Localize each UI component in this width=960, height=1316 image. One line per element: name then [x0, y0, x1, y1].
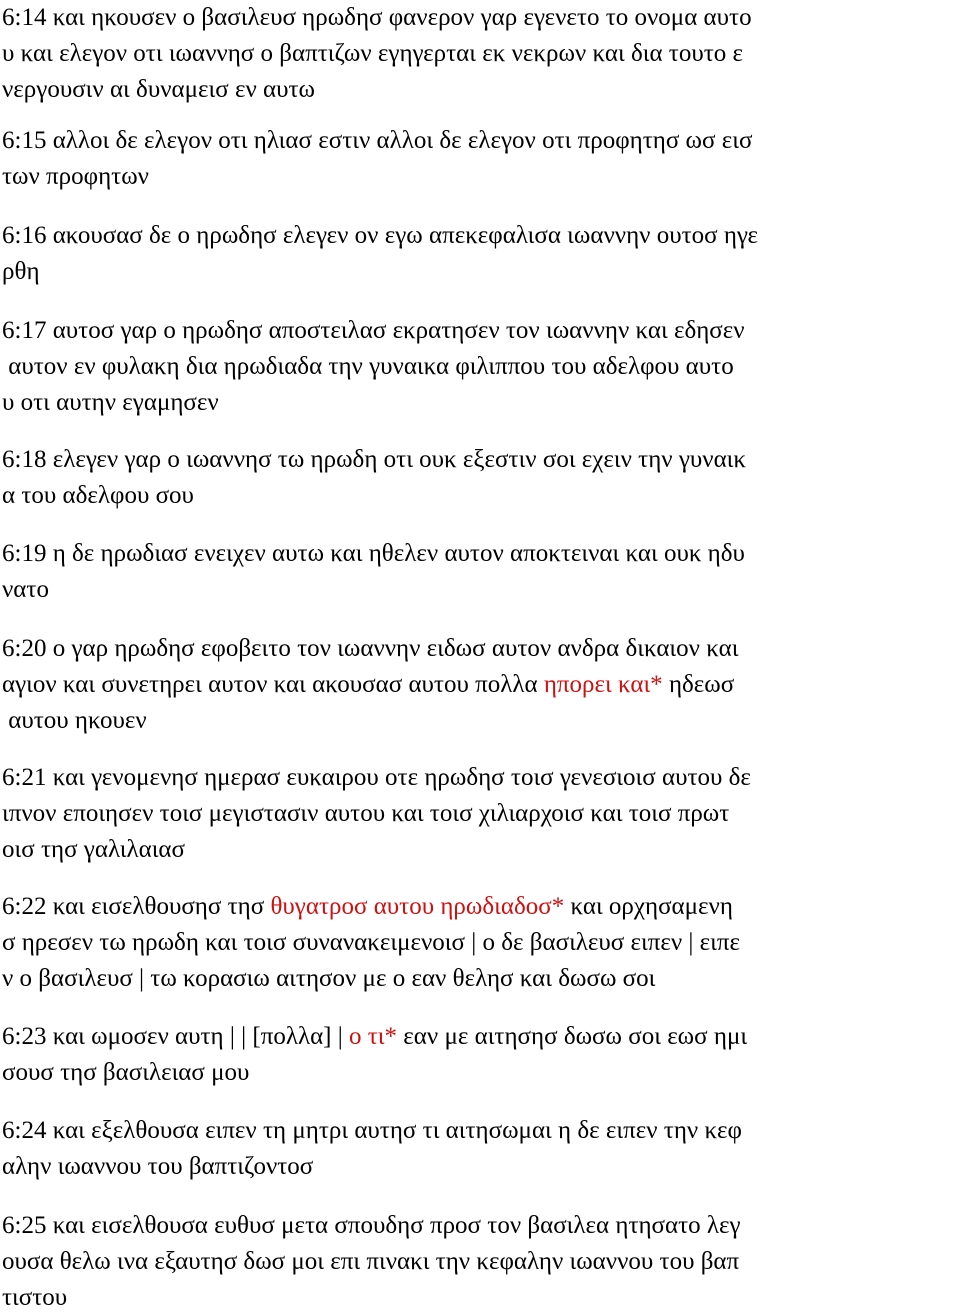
- verse-text: ιπνον εποιησεν τοισ μεγιστασιν αυτου και τοισ χιλιαρχοισ και τοισ πρωτ: [2, 800, 730, 827]
- verse-line: [2, 760, 960, 796]
- highlighted-text: ηπορει και*: [543, 671, 663, 698]
- verse-line: [2, 1019, 960, 1055]
- verse-line: [2, 889, 960, 925]
- highlighted-text: θυγατροσ αυτου ηρωδιαδοσ*: [270, 893, 565, 920]
- verse-line: [2, 703, 960, 739]
- verse-line: [2, 254, 960, 290]
- verse-line: [2, 72, 960, 108]
- verse-line: [2, 572, 960, 608]
- verse-text: ν ο βασιλευσ | τω κορασιω αιτησον με ο εαν θελησ και δωσω σοι: [2, 965, 656, 992]
- verse-line: [2, 961, 960, 997]
- verse-text: 6:14 και ηκουσεν ο βασιλευσ ηρωδησ φανερον γαρ εγενετο το ονομα αυτο: [2, 4, 752, 31]
- verse-line: [2, 667, 960, 703]
- verse-line: [2, 36, 960, 72]
- verse-line: [2, 159, 960, 195]
- verse-text: αγιον και συνετηρει αυτον και ακουσασ αυτου πολλα: [2, 671, 544, 698]
- verse-text: ηδεωσ: [662, 671, 735, 698]
- verse-text: αλην ιωαννου του βαπτιζοντοσ: [2, 1153, 314, 1180]
- verse-6-15: [2, 123, 960, 195]
- verse-line: [2, 796, 960, 832]
- verse-6-16: [2, 218, 960, 290]
- verse-line: [2, 0, 960, 36]
- verse-text: νεργουσιν αι δυναμεισ εν αυτω: [2, 76, 315, 103]
- verse-text: υ οτι αυτην εγαμησεν: [2, 389, 219, 416]
- verse-line: [2, 1280, 960, 1316]
- verse-line: [2, 385, 960, 421]
- verse-line: [2, 832, 960, 868]
- verse-text: α του αδελφου σου: [2, 482, 194, 509]
- verse-text: 6:17 αυτοσ γαρ ο ηρωδησ αποστειλασ εκρατησεν τον ιωαννην και εδησεν: [2, 317, 745, 344]
- verse-text: σ ηρεσεν τω ηρωδη και τοισ συνανακειμενοισ | ο δε βασιλευσ ειπεν | ειπε: [2, 929, 741, 956]
- verse-6-21: [2, 760, 960, 868]
- verse-6-18: [2, 442, 960, 514]
- verse-line: [2, 478, 960, 514]
- verse-text: τιστου: [2, 1284, 68, 1311]
- verse-6-23: [2, 1019, 960, 1091]
- verse-6-22: [2, 889, 960, 997]
- verse-line: [2, 925, 960, 961]
- verse-line: [2, 631, 960, 667]
- verse-text: 6:24 και εξελθουσα ειπεν τη μητρι αυτησ τι αιτησωμαι η δε ειπεν την κεφ: [2, 1117, 742, 1144]
- verse-text: 6:20 ο γαρ ηρωδησ εφοβειτο τον ιωαννην ειδωσ αυτον ανδρα δικαιον και: [2, 635, 739, 662]
- verse-line: [2, 123, 960, 159]
- verse-6-25: [2, 1208, 960, 1316]
- verse-6-14: [2, 0, 960, 108]
- verse-text: 6:25 και εισελθουσα ευθυσ μετα σπουδησ προσ τον βασιλεα ητησατο λεγ: [2, 1212, 741, 1239]
- verse-6-20: [2, 631, 960, 739]
- verse-line: [2, 218, 960, 254]
- verse-line: [2, 1055, 960, 1091]
- verse-text: νατο: [2, 576, 49, 603]
- verse-text: εαν με αιτησησ δωσω σοι εωσ ημι: [397, 1023, 748, 1050]
- verse-text: των προφητων: [2, 163, 149, 190]
- verse-6-24: [2, 1113, 960, 1185]
- verse-text: αυτου ηκουεν: [2, 707, 147, 734]
- verse-text: 6:21 και γενομενησ ημερασ ευκαιρου οτε ηρωδησ τοισ γενεσιοισ αυτου δε: [2, 764, 751, 791]
- verse-6-17: [2, 313, 960, 421]
- verse-text: 6:15 αλλοι δε ελεγον οτι ηλιασ εστιν αλλοι δε ελεγον οτι προφητησ ωσ εισ: [2, 127, 753, 154]
- verse-text: 6:19 η δε ηρωδιασ ενειχεν αυτω και ηθελεν αυτον αποκτειναι και ουκ ηδυ: [2, 540, 745, 567]
- verse-line: [2, 442, 960, 478]
- verse-text: ρθη: [2, 258, 40, 285]
- verse-line: [2, 1113, 960, 1149]
- verse-line: [2, 313, 960, 349]
- verse-text: σουσ τησ βασιλειασ μου: [2, 1059, 250, 1086]
- verse-line: [2, 1208, 960, 1244]
- verse-text: 6:18 ελεγεν γαρ ο ιωαννησ τω ηρωδη οτι ουκ εξεστιν σοι εχειν την γυναικ: [2, 446, 746, 473]
- verse-line: [2, 349, 960, 385]
- verse-text: και ορχησαμενη: [564, 893, 733, 920]
- verse-text: υ και ελεγον οτι ιωαννησ ο βαπτιζων εγηγερται εκ νεκρων και δια τουτο ε: [2, 40, 744, 67]
- verse-line: [2, 1149, 960, 1185]
- verse-text: 6:22 και εισελθουσησ τησ: [2, 893, 271, 920]
- verse-text: αυτον εν φυλακη δια ηρωδιαδα την γυναικα φιλιππου του αδελφου αυτο: [2, 353, 734, 380]
- verse-text: 6:23 και ωμοσεν αυτη | | [πολλα] |: [2, 1023, 350, 1050]
- verse-text: οισ τησ γαλιλαιασ: [2, 836, 186, 863]
- highlighted-text: ο τι*: [349, 1023, 398, 1050]
- verse-line: [2, 536, 960, 572]
- verse-text: ουσα θελω ινα εξαυτησ δωσ μοι επι πινακι την κεφαλην ιωαννου του βαπ: [2, 1248, 740, 1275]
- verse-line: [2, 1244, 960, 1280]
- verse-text: 6:16 ακουσασ δε ο ηρωδησ ελεγεν ον εγω απεκεφαλισα ιωαννην ουτοσ ηγε: [2, 222, 759, 249]
- verse-6-19: [2, 536, 960, 608]
